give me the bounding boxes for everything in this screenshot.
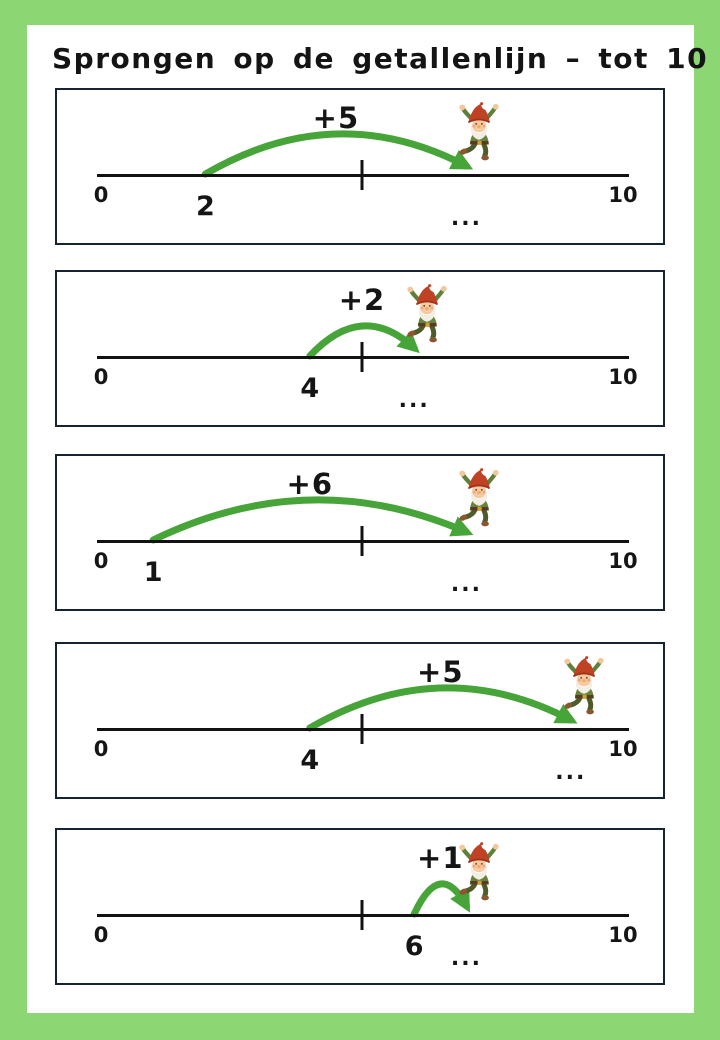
ten-label: 10	[608, 923, 638, 947]
start-number-label: 1	[143, 557, 163, 588]
jump-label: +5	[312, 101, 360, 135]
start-number-label: 4	[300, 373, 320, 404]
ten-label: 10	[608, 365, 638, 389]
midpoint-tick	[361, 160, 364, 190]
jump-label: +5	[417, 655, 464, 689]
midpoint-tick	[361, 900, 364, 930]
problem-panel-4	[55, 642, 665, 799]
problem-panel-3	[55, 454, 665, 611]
ten-label: 10	[608, 737, 638, 761]
problem-panel-5	[55, 828, 665, 985]
answer-placeholder: ...	[450, 206, 482, 231]
worksheet-page	[27, 25, 709, 1013]
problem-panel-1	[55, 88, 665, 245]
gnome-image	[456, 467, 502, 528]
jump-label: +6	[286, 467, 334, 501]
midpoint-tick	[361, 526, 364, 556]
zero-label: 0	[93, 923, 109, 947]
zero-label: 0	[93, 365, 109, 389]
zero-label: 0	[93, 183, 109, 207]
jump-label: +1	[417, 841, 464, 875]
ten-label: 10	[608, 183, 638, 207]
start-number-label: 4	[300, 745, 320, 776]
zero-label: 0	[93, 549, 109, 573]
start-number-label: 2	[195, 191, 215, 222]
midpoint-tick	[361, 342, 364, 372]
midpoint-tick	[361, 714, 364, 744]
gnome-image	[561, 655, 607, 716]
zero-label: 0	[93, 737, 109, 761]
worksheet-title: Sprongen op de getallenlijn – tot 10	[52, 42, 709, 75]
ten-label: 10	[608, 549, 638, 573]
gnome-image	[456, 101, 502, 162]
answer-placeholder: ...	[450, 946, 482, 971]
answer-placeholder: ...	[555, 760, 587, 785]
answer-placeholder: ...	[398, 388, 430, 413]
answer-placeholder: ...	[450, 572, 482, 597]
gnome-image	[404, 283, 450, 344]
problem-panel-2	[55, 270, 665, 427]
start-number-label: 6	[404, 931, 424, 962]
jump-label: +2	[338, 283, 386, 317]
